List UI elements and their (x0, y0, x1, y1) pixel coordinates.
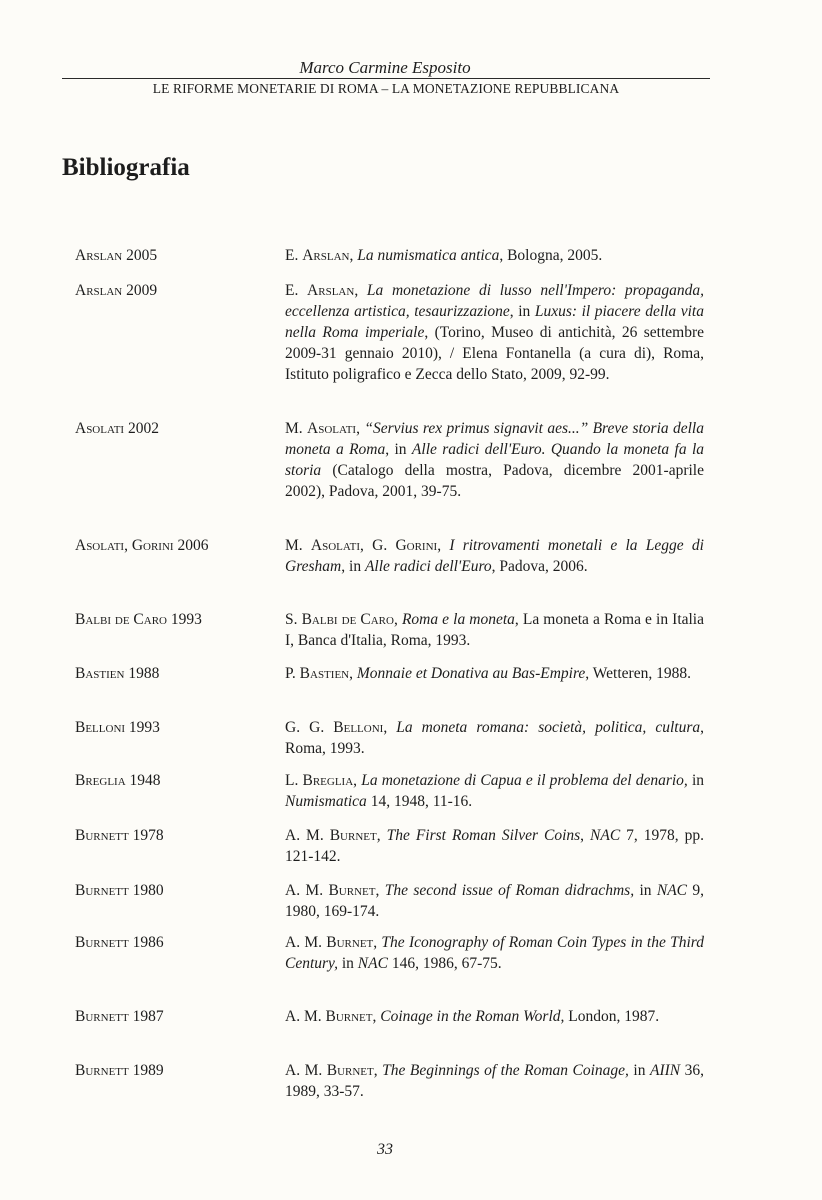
title-text: La monetazione di Capua e il problema del denario, (361, 772, 688, 789)
reference-text: , (375, 882, 385, 899)
reference-text: , (580, 827, 591, 844)
title-text: NAC (357, 955, 388, 972)
reference-text: 146, 1986, 67-75. (387, 955, 502, 972)
reference-text: A. M. (285, 827, 330, 844)
entry-reference (285, 717, 704, 759)
title-text: Roma e la moneta (401, 611, 515, 628)
entry-reference (285, 418, 704, 502)
title-text: The Beginnings of the Roman Coinage, (382, 1062, 629, 1079)
entry-reference (285, 280, 704, 385)
header-rule (62, 78, 710, 79)
title-text: The First Roman Silver Coins (386, 827, 581, 844)
title-text: Numismatica (285, 793, 367, 810)
reference-text: S. (285, 611, 302, 628)
reference-text: (Catalogo della mostra, Padova, dicembre 2001-aprile 2002), Padova, 2001, 39-75. (285, 462, 704, 500)
reference-text: in (337, 955, 358, 972)
title-text: La monetazione di lusso nell'Impero: propaganda, eccellenza artistica, tesaurizzazione (285, 282, 705, 320)
title-text: NAC (590, 827, 621, 844)
reference-text: , G. (360, 537, 396, 554)
reference-text: , Wetteren, 1988. (585, 665, 691, 682)
title-text: Monnaie et Donativa au Bas-Empire (356, 665, 586, 682)
entry-key: Breglia 1948 (75, 772, 161, 789)
reference-text: , (354, 282, 367, 299)
reference-text: , (Torino, Museo di antichità, 26 settembre 2009-31 gennaio 2010), / Elena Fontanella (a cura di), Roma, Istituto poligrafico e Zecca dello Stato, 2009, 92-99. (285, 324, 704, 383)
page-number: 33 (377, 1141, 393, 1158)
reference-text: , (437, 537, 450, 554)
reference-text: , La moneta a Roma e in Italia I, Banca d'Italia, Roma, 1993. (285, 611, 704, 649)
author-name: Balbi de Caro (301, 611, 394, 628)
reference-text: 36, 1989, 33-57. (285, 1062, 704, 1100)
reference-text: , Bologna, 2005. (499, 247, 603, 264)
section-title: Bibliografia (62, 154, 190, 181)
title-text: The second issue of Roman didrachms, (384, 882, 635, 899)
reference-text: L. (285, 772, 303, 789)
entry-reference (285, 880, 704, 922)
author-name: Burnet (328, 882, 376, 899)
reference-text: , in (509, 303, 535, 320)
entry-reference (285, 663, 704, 684)
title-text: Alle radici dell'Euro. Quando la moneta fa la storia (285, 441, 705, 479)
entry-reference (285, 535, 704, 577)
reference-text: 7, 1978, pp. 121-142. (285, 827, 704, 865)
reference-text: , Roma, 1993. (285, 719, 705, 757)
reference-text: in (628, 1062, 650, 1079)
reference-text: , (373, 1062, 383, 1079)
author-name: Arslan (302, 247, 350, 264)
entry-key: Bastien 1988 (75, 665, 160, 682)
entry-reference (285, 609, 704, 651)
reference-text: , (376, 827, 387, 844)
author-name: Burnet (326, 934, 374, 951)
author-name: Burnet (329, 827, 377, 844)
reference-text: M. (285, 420, 308, 437)
running-header-subtitle: LE RIFORME MONETARIE DI ROMA – LA MONETAZIONE REPUBBLICANA (152, 81, 620, 96)
reference-text: , (353, 772, 362, 789)
reference-text: A. M. (285, 882, 329, 899)
reference-text: , (393, 611, 402, 628)
author-name: Arslan (307, 282, 355, 299)
reference-text: 14, 1948, 11-16. (366, 793, 473, 810)
author-name: Burnet (325, 1008, 373, 1025)
reference-text: E. (285, 247, 303, 264)
reference-text: G. G. (285, 719, 334, 736)
entry-reference (285, 1006, 704, 1027)
reference-text: , (372, 1008, 381, 1025)
entry-reference (285, 770, 704, 812)
entry-key: Burnett 1978 (75, 827, 164, 844)
reference-text: , (349, 665, 357, 682)
title-text: AIIN (649, 1062, 681, 1079)
entry-key: Burnett 1987 (75, 1008, 164, 1025)
author-name: Burnet (326, 1062, 374, 1079)
running-header-author: Marco Carmine Esposito (299, 58, 471, 77)
reference-text: A. M. (285, 934, 327, 951)
author-name: Gorini (395, 537, 438, 554)
title-text: NAC (656, 882, 688, 899)
reference-text: London, 1987. (564, 1008, 660, 1025)
reference-text: 9, 1980, 169-174. (285, 882, 704, 920)
reference-text: A. M. (285, 1008, 326, 1025)
entry-key: Burnett 1989 (75, 1062, 164, 1079)
entry-key: Arslan 2009 (75, 282, 158, 299)
reference-text: M. (285, 537, 311, 554)
entry-key: Balbi de Caro 1993 (75, 611, 202, 628)
author-name: Asolati (307, 420, 357, 437)
entry-reference (285, 932, 704, 974)
entry-key: Arslan 2005 (75, 247, 158, 264)
reference-text: , Padova, 2006. (491, 558, 588, 575)
entry-reference (285, 1060, 704, 1102)
title-text: Alle radici dell'Euro (364, 558, 492, 575)
title-text: I ritrovamenti monetali e la Legge di Gresham (285, 537, 704, 575)
reference-text: in (687, 772, 705, 789)
reference-text: in (634, 882, 657, 899)
author-name: Bastien (299, 665, 350, 682)
entry-key: Burnett 1986 (75, 934, 164, 951)
author-name: Belloni (333, 719, 384, 736)
reference-text: , (356, 420, 365, 437)
reference-text: P. (285, 665, 300, 682)
title-text: Coinage in the Roman World, (380, 1008, 565, 1025)
entry-key: Asolati 2002 (75, 420, 159, 437)
title-text: La moneta romana: società, politica, cultura (396, 719, 701, 736)
author-name: Asolati (310, 537, 360, 554)
title-text: La numismatica antica (357, 247, 500, 264)
entry-key: Asolati, Gorini 2006 (75, 537, 209, 554)
reference-text: E. (285, 282, 308, 299)
title-text: “Servius rex primus signavit aes...” Breve storia della moneta a Roma (285, 420, 704, 458)
entry-reference (285, 825, 704, 867)
reference-text: , (373, 934, 382, 951)
reference-text: , (349, 247, 358, 264)
title-text: Luxus: il piacere della vita nella Roma imperiale (285, 303, 704, 341)
reference-text: , in (341, 558, 365, 575)
entry-reference (285, 245, 704, 266)
reference-text: , in (385, 441, 412, 458)
reference-text: A. M. (285, 1062, 327, 1079)
entry-key: Burnett 1980 (75, 882, 164, 899)
author-name: Breglia (302, 772, 354, 789)
entry-key: Belloni 1993 (75, 719, 160, 736)
title-text: The Iconography of Roman Coin Types in the Third Century, (285, 934, 704, 972)
reference-text: , (383, 719, 397, 736)
